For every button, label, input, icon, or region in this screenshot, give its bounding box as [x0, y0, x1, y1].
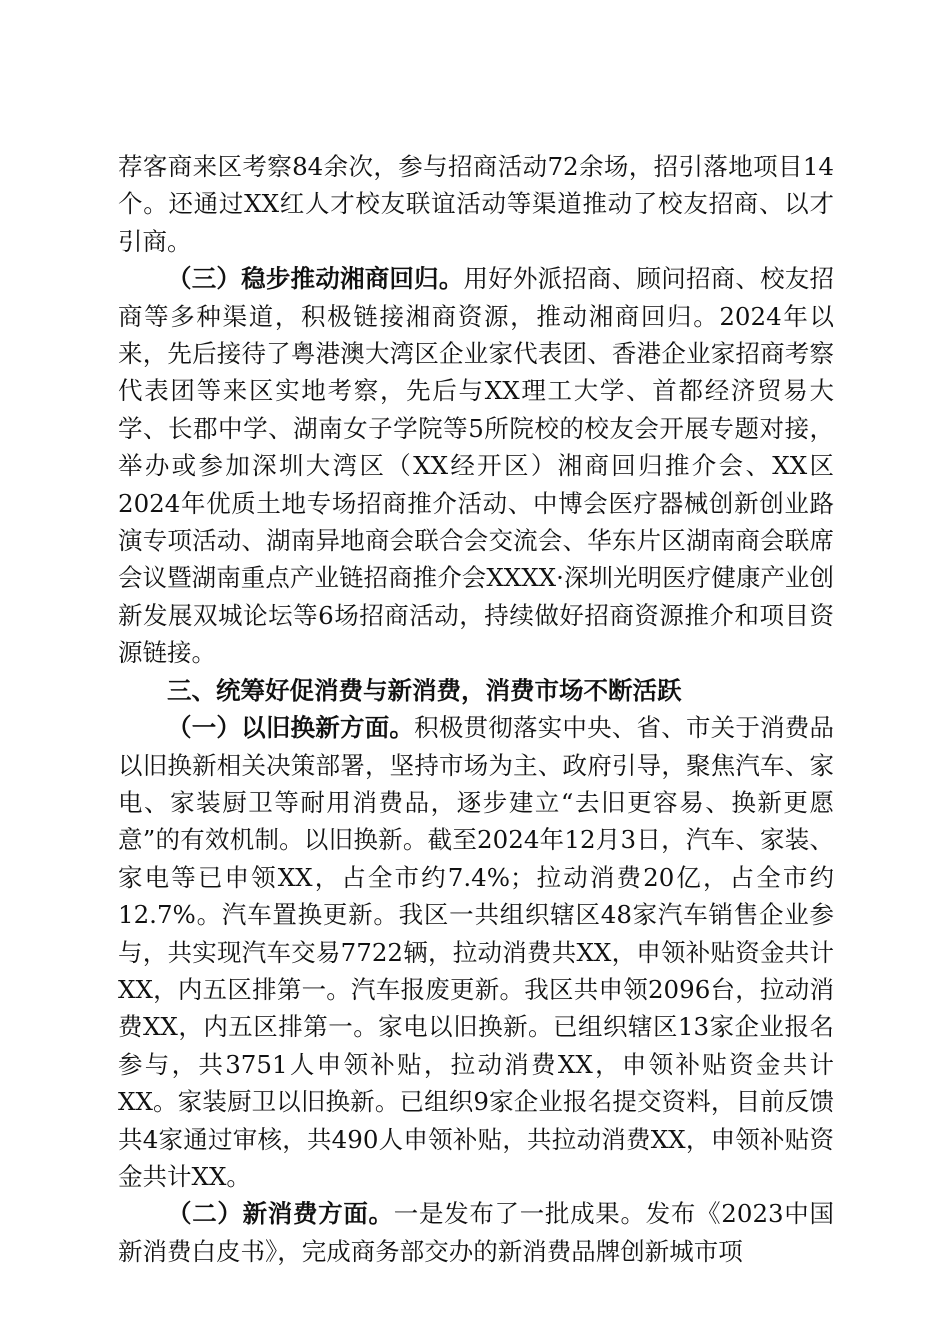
section-body-2: 一是发布了一批成果。发布《2023中国新消费白皮书》，完成商务部交办的新消费品牌创新城市项: [118, 1199, 834, 1266]
section-heading-consumption: 三、统筹好促消费与新消费，消费市场不断活跃: [167, 675, 682, 705]
document-body: [118, 148, 834, 1270]
paragraph-continuation: 荐客商来区考察84余次，参与招商活动72余场，招引落地项目14个。还通过XX红人才校友联谊活动等渠道推动了校友招商、以才引商。: [118, 152, 834, 256]
section-lead-3: （三）稳步推动湘商回归。: [167, 264, 464, 294]
paragraph-xiangshang-return: [118, 260, 834, 671]
paragraph-new-consumption: [118, 1195, 834, 1270]
section-body-1: 积极贯彻落实中央、省、市关于消费品以旧换新相关决策部署，坚持市场为主、政府引导，聚焦汽车、家电、家装厨卫等耐用消费品，逐步建立“去旧更容易、换新更愿意”的有效机制。以旧换新。截至2024年12月3日，汽车、家装、家电等已申领XX，占全市约7.4%；拉动消费20亿，占全市约12.7%。汽车置换更新。我区一共组织辖区48家汽车销售企业参与，共实现汽车交易7722辆，拉动消费共XX，申领补贴资金共计XX，内五区排第一。汽车报废更新。我区共申领2096台，拉动消费XX，内五区排第一。家电以旧换新。已组织辖区13家企业报名参与，共3751人申领补贴，拉动消费XX，申领补贴资金共计XX。家装厨卫以旧换新。已组织9家企业报名提交资料，目前反馈共4家通过审核，共490人申领补贴，共拉动消费XX，申领补贴资金共计XX。: [118, 713, 835, 1191]
paragraph-trade-in: [118, 709, 834, 1195]
section-lead-2: （二）新消费方面。: [167, 1199, 394, 1229]
section-lead-1: （一）以旧换新方面。: [167, 713, 415, 743]
section-body-3: 用好外派招商、顾问招商、校友招商等多种渠道，积极链接湘商资源，推动湘商回归。2024年以来，先后接待了粤港澳大湾区企业家代表团、香港企业家招商考察代表团等来区实地考察，先后与XX理工大学、首都经济贸易大学、长郡中学、湖南女子学院等5所院校的校友会开展专题对接，举办或参加深圳大湾区（XX经开区）湘商回归推介会、XX区2024年优质土地专场招商推介活动、中博会医疗器械创新创业路演专项活动、湖南异地商会联合会交流会、华东片区湖南商会联席会议暨湖南重点产业链招商推介会XXXX·深圳光明医疗健康产业创新发展双城论坛等6场招商活动，持续做好招商资源推介和项目资源链接。: [118, 264, 835, 668]
